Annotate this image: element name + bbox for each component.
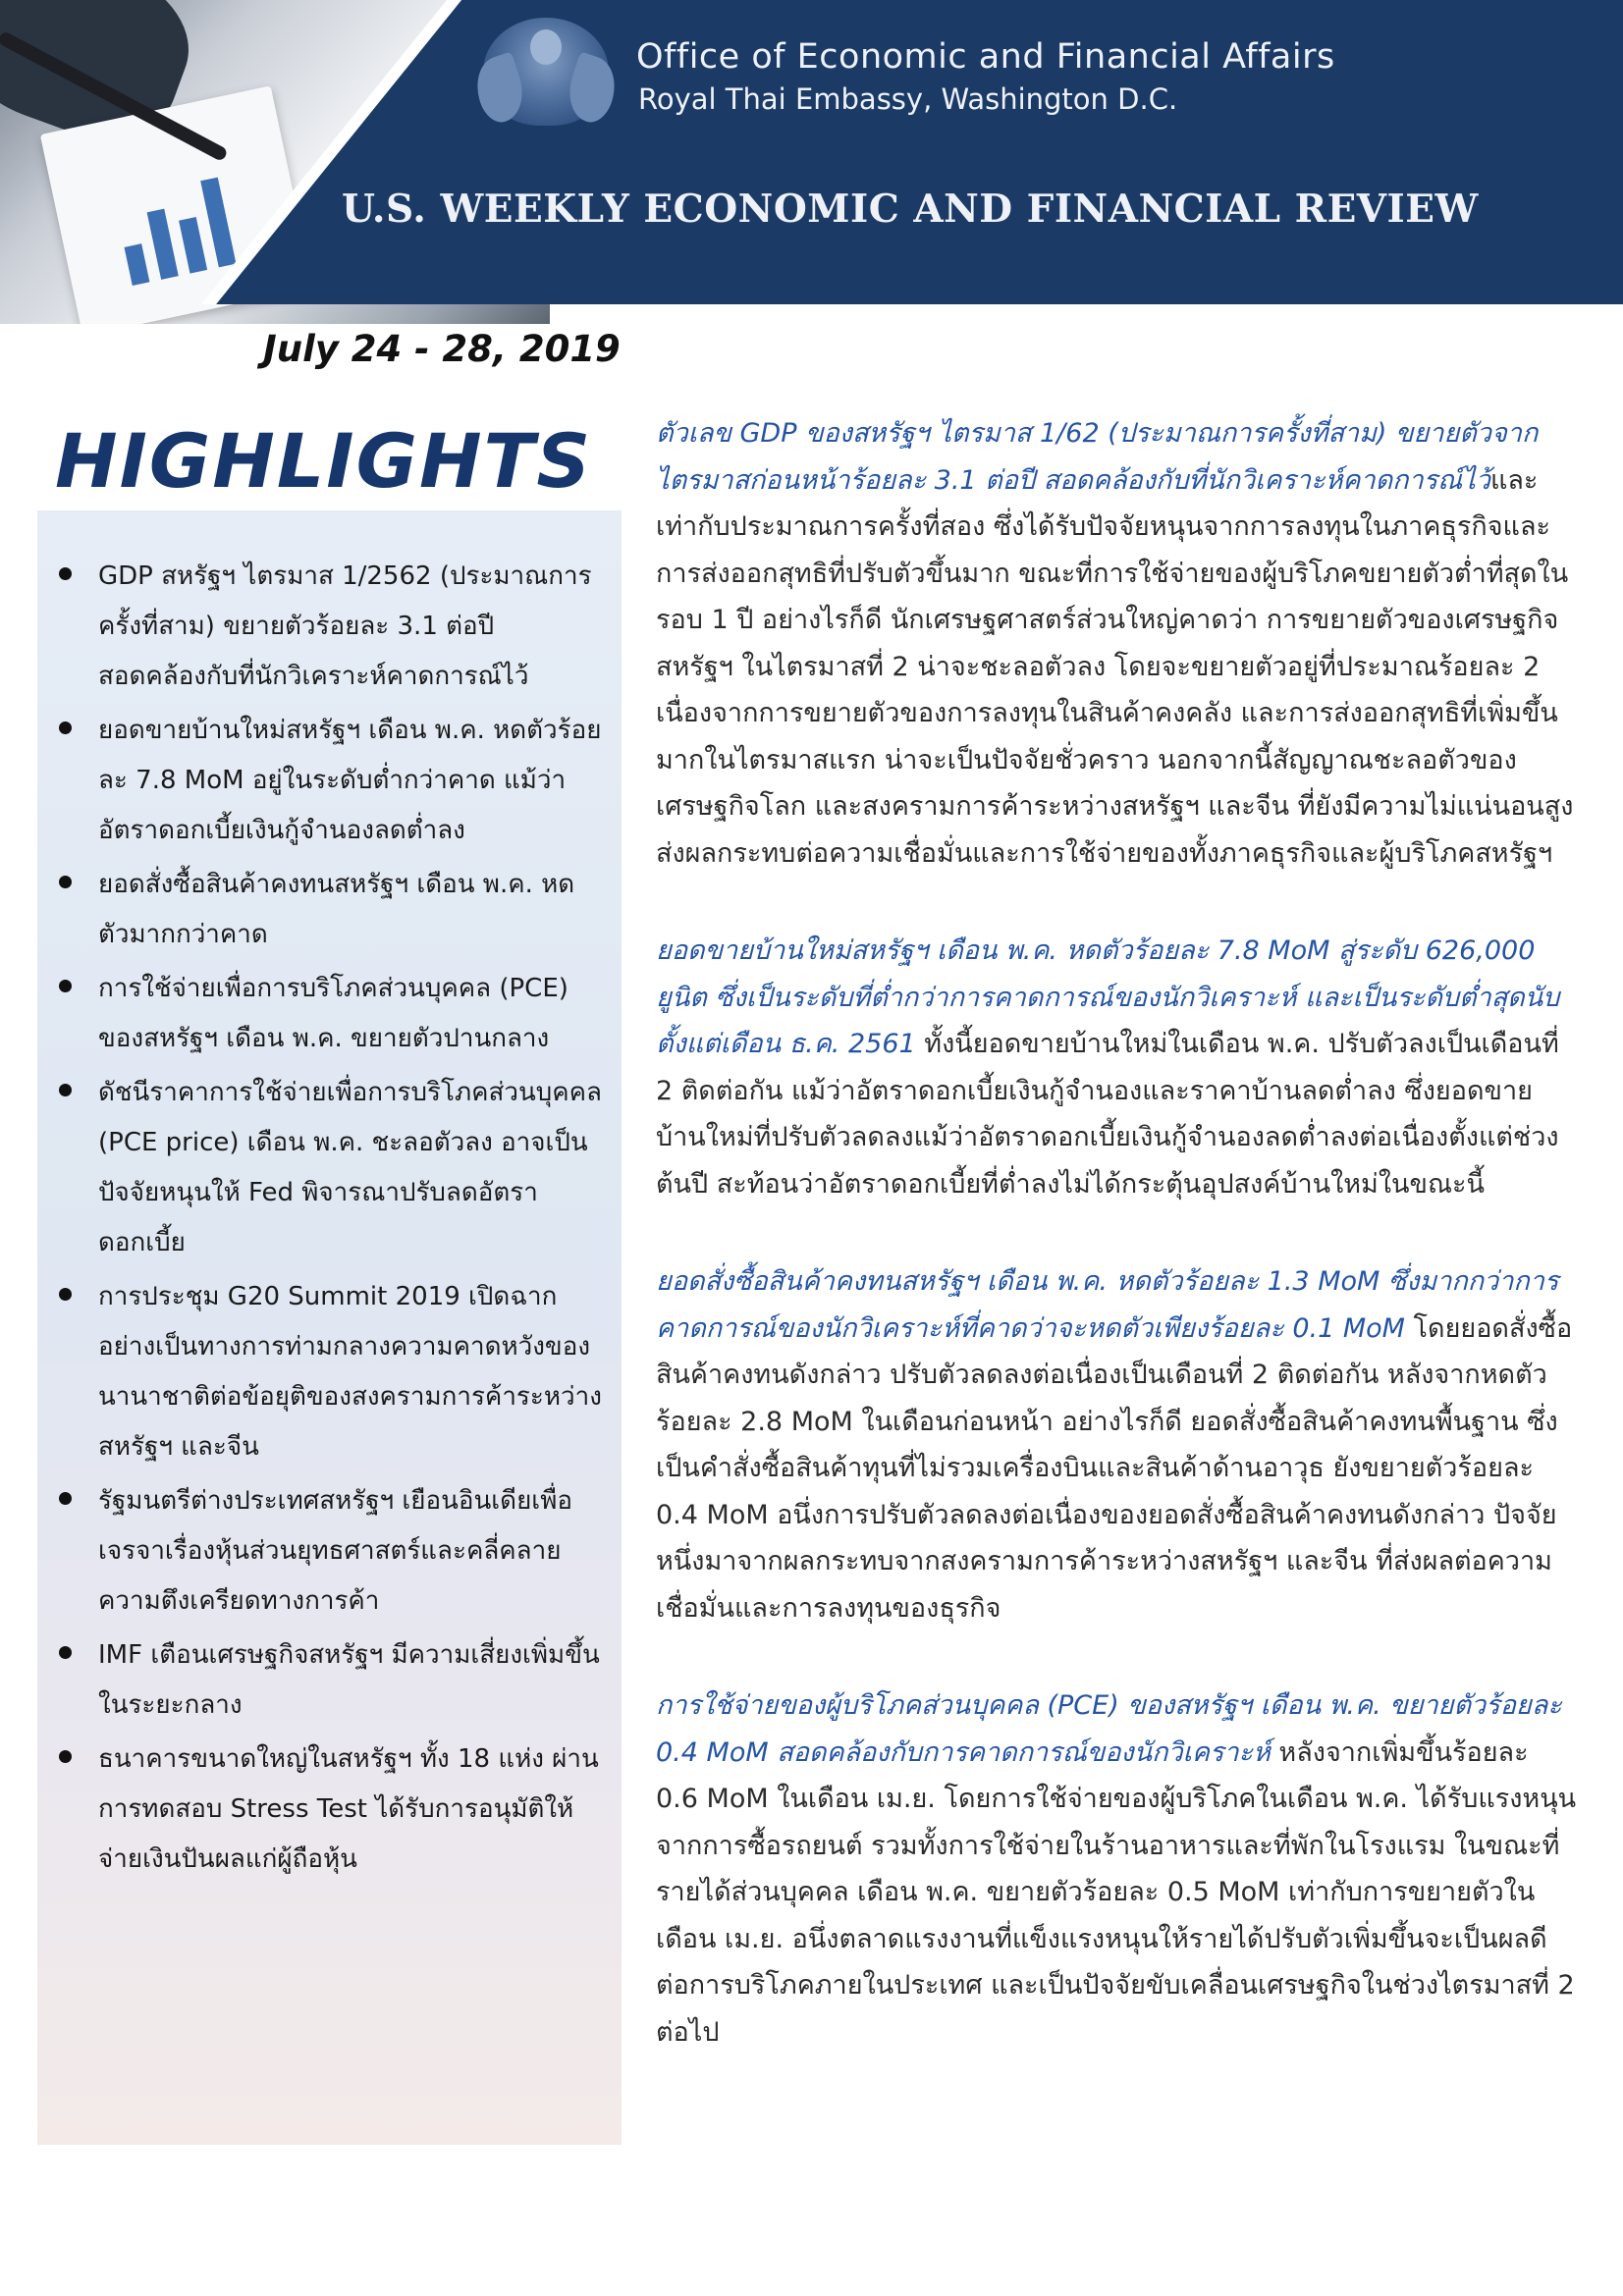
garuda-emblem-icon (483, 18, 609, 126)
highlight-text: ดัชนีราคาการใช้จ่ายเพื่อการบริโภคส่วนบุคคล (PCE price) เดือน พ.ค. ชะลอตัวลง อาจเป็นปัจจัยหนุนให้ Fed พิจารณาปรับลดอัตราดอกเบี้ย (98, 1078, 602, 1257)
highlight-text: ยอดสั่งซื้อสินค้าคงทนสหรัฐฯ เดือน พ.ค. หดตัวมากกว่าคาด (98, 870, 575, 949)
highlight-item (37, 706, 622, 856)
photo-chart-bar (200, 178, 236, 268)
highlight-text: การประชุม G20 Summit 2019 เปิดฉากอย่างเป็นทางการท่ามกลางความคาดหวังของนานาชาติต่อข้อยุติของสงครามการค้าระหว่างสหรัฐฯ และจีน (98, 1282, 602, 1462)
article-gdp (656, 410, 1579, 877)
report-title: U.S. WEEKLY ECONOMIC AND FINANCIAL REVIEW (342, 187, 1479, 232)
bullet-icon (59, 1492, 72, 1505)
highlight-text: IMF เตือนเศรษฐกิจสหรัฐฯ มีความเสี่ยงเพิ่มขึ้นในระยะกลาง (98, 1640, 600, 1720)
report-date: July 24 - 28, 2019 (263, 328, 621, 370)
article-lead: ยอดขายบ้านใหม่สหรัฐฯ เดือน พ.ค. หดตัวร้อยละ 7.8 MoM สู่ระดับ 626,000 ยูนิต ซึ่งเป็นระดับที่ต่ำกว่าการคาดการณ์ของนักวิเคราะห์ และเป็นระดับต่ำสุดนับตั้งแต่เดือน ธ.ค. 2561 (656, 935, 1560, 1059)
photo-chart-bar (147, 209, 179, 280)
highlight-text: ธนาคารขนาดใหญ่ในสหรัฐฯ ทั้ง 18 แห่ง ผ่านการทดสอบ Stress Test ได้รับการอนุมัติให้จ่ายเงินปันผลแก่ผู้ถือหุ้น (98, 1744, 599, 1874)
article-body: โดยยอดสั่งซื้อสินค้าคงทนดังกล่าว ปรับตัวลดลงต่อเนื่องเป็นเดือนที่ 2 ติดต่อกัน หลังจากหดตัวร้อยละ 2.8 MoM ในเดือนก่อนหน้า อย่างไรก็ดี ยอดสั่งซื้อสินค้าคงทนพื้นฐาน ซึ่งเป็นคำสั่งซื้อสินค้าทุนที่ไม่รวมเครื่องบินและสินค้าด้านอาวุธ ยังขยายตัวร้อยละ 0.4 MoM อนึ่งการปรับตัวลดลงต่อเนื่องของยอดสั่งซื้อสินค้าคงทนดังกล่าว ปัจจัยหนึ่งมาจากผลกระทบจากสงครามการค้าระหว่างสหรัฐฯ และจีน ที่ส่งผลต่อความเชื่อมั่นและการลงทุนของธุรกิจ (656, 1312, 1573, 1624)
highlight-text: การใช้จ่ายเพื่อการบริโภคส่วนบุคคล (PCE) ของสหรัฐฯ เดือน พ.ค. ขยายตัวปานกลาง (98, 974, 568, 1053)
highlight-item (37, 1272, 622, 1472)
bullet-icon (59, 1646, 72, 1659)
article-body: ทั้งนี้ยอดขายบ้านใหม่ในเดือน พ.ค. ปรับตัวลงเป็นเดือนที่ 2 ติดต่อกัน แม้ว่าอัตราดอกเบี้ยเงินกู้จำนองและราคาบ้านลดต่ำลง ซึ่งยอดขายบ้านใหม่ที่ปรับตัวลดลงแม้ว่าอัตราดอกเบี้ยเงินกู้จำนองลดต่ำลงต่อเนื่องตั้งแต่ช่วงต้นปี สะท้อนว่าอัตราดอกเบี้ยที่ต่ำลงไม่ได้กระตุ้นอุปสงค์บ้านใหม่ในขณะนี้ (656, 1029, 1559, 1200)
photo-chart-bar (179, 217, 207, 274)
article-durable-goods (656, 1258, 1579, 1631)
highlights-heading: HIGHLIGHTS (55, 417, 593, 505)
photo-chart-bar (125, 243, 150, 286)
embassy-subtitle: Royal Thai Embassy, Washington D.C. (638, 82, 1178, 116)
article-pce (656, 1682, 1579, 2056)
highlight-item (37, 552, 622, 702)
highlights-list (37, 552, 622, 1889)
article-new-home-sales (656, 928, 1579, 1207)
highlight-item (37, 1476, 622, 1627)
bullet-icon (59, 980, 72, 992)
bullet-icon (59, 1288, 72, 1301)
article-lead: การใช้จ่ายของผู้บริโภคส่วนบุคคล (PCE) ของสหรัฐฯ เดือน พ.ค. ขยายตัวร้อยละ 0.4 MoM สอดคล้องกับการคาดการณ์ของนักวิเคราะห์ (656, 1690, 1562, 1768)
highlights-panel (37, 510, 622, 2145)
article-lead: ตัวเลข GDP ของสหรัฐฯ ไตรมาส 1/62 (ประมาณการครั้งที่สาม) ขยายตัวจากไตรมาสก่อนหน้าร้อยละ 3.1 ต่อปี สอดคล้องกับที่นักวิเคราะห์คาดการณ์ไว้ (656, 418, 1539, 496)
bullet-icon (59, 721, 72, 734)
bullet-icon (59, 876, 72, 888)
highlight-text: รัฐมนตรีต่างประเทศสหรัฐฯ เยือนอินเดียเพื่อเจรจาเรื่องหุ้นส่วนยุทธศาสตร์และคลี่คลายความตึงเครียดทางการค้า (98, 1486, 572, 1616)
office-title: Office of Economic and Financial Affairs (636, 37, 1335, 77)
article-lead: ยอดสั่งซื้อสินค้าคงทนสหรัฐฯ เดือน พ.ค. หดตัวร้อยละ 1.3 MoM ซึ่งมากกว่าการคาดการณ์ของนักวิเคราะห์ที่คาดว่าจะหดตัวเพียงร้อยละ 0.1 MoM (656, 1266, 1559, 1344)
bullet-icon (59, 1750, 72, 1763)
article-body: และเท่ากับประมาณการครั้งที่สอง ซึ่งได้รับปัจจัยหนุนจากการลงทุนในภาคธุรกิจและการส่งออกสุทธิที่ปรับตัวขึ้นมาก ขณะที่การใช้จ่ายของผู้บริโภคขยายตัวต่ำที่สุดในรอบ 1 ปี อย่างไรก็ดี นักเศรษฐศาสตร์ส่วนใหญ่คาดว่า การขยายตัวของเศรษฐกิจสหรัฐฯ ในไตรมาสที่ 2 น่าจะชะลอตัวลง โดยจะขยายตัวอยู่ที่ประมาณร้อยละ 2 เนื่องจากการขยายตัวของการลงทุนในสินค้าคงคลัง และการส่งออกสุทธิที่เพิ่มขึ้นมากในไตรมาสแรก น่าจะเป็นปัจจัยชั่วคราว นอกจากนี้สัญญาณชะลอตัวของเศรษฐกิจโลก และสงครามการค้าระหว่างสหรัฐฯ และจีน ที่ยังมีความไม่แน่นอนสูง ส่งผลกระทบต่อความเชื่อมั่นและการใช้จ่ายของทั้งภาคธุรกิจและผู้บริโภคสหรัฐฯ (656, 464, 1574, 869)
emblem-head (530, 29, 562, 65)
article-body: หลังจากเพิ่มขึ้นร้อยละ 0.6 MoM ในเดือน เม.ย. โดยการใช้จ่ายของผู้บริโภคในเดือน พ.ค. ได้รับแรงหนุนจากการซื้อรถยนต์ รวมทั้งการใช้จ่ายในร้านอาหารและที่พักในโรงแรม ในขณะที่รายได้ส่วนบุคคล เดือน พ.ค. ขยายตัวร้อยละ 0.5 MoM เท่ากับการขยายตัวในเดือน เม.ย. อนึ่งตลาดแรงงานที่แข็งแรงหนุนให้รายได้ปรับตัวเพิ่มขึ้นจะเป็นผลดีต่อการบริโภคภายในประเทศ และเป็นปัจจัยขับเคลื่อนเศรษฐกิจในช่วงไตรมาสที่ 2 ต่อไป (656, 1736, 1577, 2048)
bullet-icon (59, 567, 72, 580)
highlight-item (37, 860, 622, 960)
highlight-item (37, 964, 622, 1064)
highlight-item (37, 1735, 622, 1885)
highlight-item (37, 1630, 622, 1731)
header-banner (0, 0, 1623, 324)
bullet-icon (59, 1084, 72, 1096)
highlight-item (37, 1068, 622, 1268)
articles-column (656, 410, 1579, 2107)
highlight-text: GDP สหรัฐฯ ไตรมาส 1/2562 (ประมาณการครั้งที่สาม) ขยายตัวร้อยละ 3.1 ต่อปี สอดคล้องกับที่นักวิเคราะห์คาดการณ์ไว้ (98, 561, 592, 691)
highlight-text: ยอดขายบ้านใหม่สหรัฐฯ เดือน พ.ค. หดตัวร้อยละ 7.8 MoM อยู่ในระดับต่ำกว่าคาด แม้ว่าอัตราดอกเบี้ยเงินกู้จำนองลดต่ำลง (98, 716, 602, 845)
